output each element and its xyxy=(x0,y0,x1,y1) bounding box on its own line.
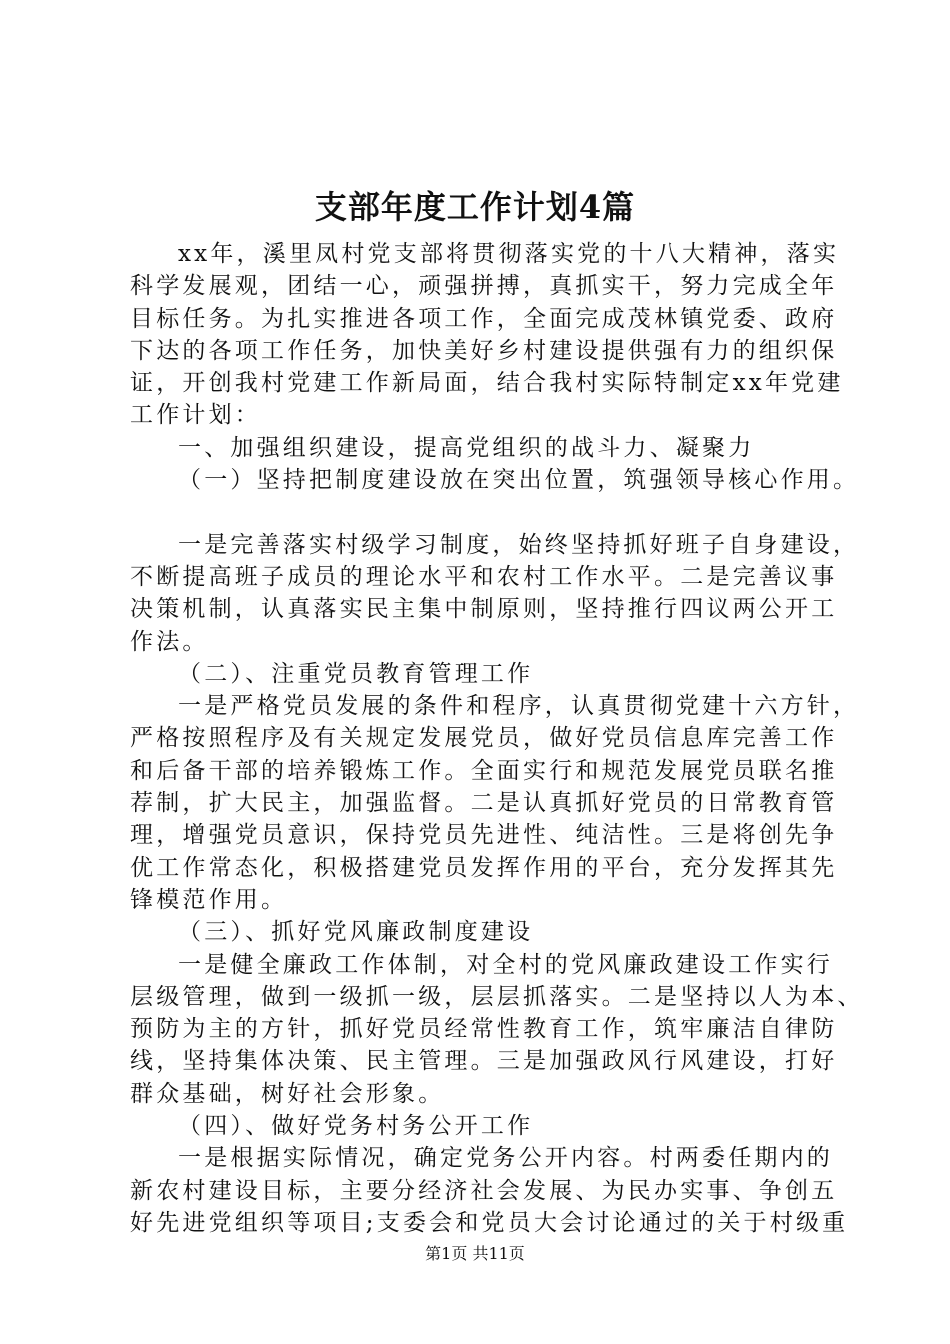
paragraph-line: 严格按照程序及有关规定发展党员，做好党员信息库完善工作 xyxy=(130,725,838,752)
paragraph-line: 一是根据实际情况，确定党务公开内容。村两委任期内的 xyxy=(178,1145,833,1172)
paragraph-line: 荐制，扩大民主，加强监督。二是认真抓好党员的日常教育管 xyxy=(130,790,838,817)
paragraph-line: xx年，溪里凤村党支部将贯彻落实党的十八大精神，落实 xyxy=(178,241,840,267)
paragraph-line: 优工作常态化，积极搭建党员发挥作用的平台，充分发挥其先 xyxy=(130,854,838,881)
paragraph-line: 作法。 xyxy=(130,628,209,655)
paragraph-line: 一是健全廉政工作体制，对全村的党风廉政建设工作实行 xyxy=(178,951,833,978)
paragraph-line: 工作计划： xyxy=(130,402,261,429)
paragraph-line: 锋模范作用。 xyxy=(130,886,288,913)
paragraph-line: 一是完善落实村级学习制度，始终坚持抓好班子自身建设， xyxy=(178,531,860,558)
paragraph-line: 科学发展观，团结一心，顽强拼搏，真抓实干，努力完成全年 xyxy=(130,273,838,300)
paragraph-line: 一是严格党员发展的条件和程序，认真贯彻党建十六方针， xyxy=(178,693,860,720)
paragraph-line: 下达的各项工作任务，加快美好乡村建设提供强有力的组织保 xyxy=(130,337,838,364)
subsection-heading: （二）、注重党员教育管理工作 xyxy=(178,660,534,687)
document-title: 支部年度工作计划4篇 xyxy=(314,188,636,226)
subsection-heading: （一）坚持把制度建设放在突出位置，筑强领导核心作用。 xyxy=(178,467,860,494)
blank-line xyxy=(130,496,835,528)
document-body xyxy=(130,238,864,1239)
paragraph-line: 决策机制，认真落实民主集中制原则，坚持推行四议两公开工 xyxy=(130,596,838,623)
paragraph-line: 不断提高班子成员的理论水平和农村工作水平。二是完善议事 xyxy=(130,563,838,590)
paragraph-line: 预防为主的方针，抓好党员经常性教育工作，筑牢廉洁自律防 xyxy=(130,1016,838,1043)
section-heading: 一、加强组织建设，提高党组织的战斗力、凝聚力 xyxy=(178,434,755,461)
paragraph-line: 层级管理，做到一级抓一级，层层抓落实。二是坚持以人为本、 xyxy=(130,983,864,1010)
subsection-heading: （四）、做好党务村务公开工作 xyxy=(178,1113,534,1140)
page-footer: 第1页 共11页 xyxy=(425,1244,525,1263)
paragraph-line: 和后备干部的培养锻炼工作。全面实行和规范发展党员联名推 xyxy=(130,757,838,784)
subsection-heading: （三）、抓好党风廉政制度建设 xyxy=(178,919,534,946)
paragraph-line: 目标任务。为扎实推进各项工作，全面完成茂林镇党委、政府 xyxy=(130,305,838,332)
paragraph-line: 理，增强党员意识，保持党员先进性、纯洁性。三是将创先争 xyxy=(130,822,838,849)
paragraph-line: 证，开创我村党建工作新局面，结合我村实际特制定xx年党建 xyxy=(130,370,844,397)
paragraph-line: 好先进党组织等项目;支委会和党员大会讨论通过的关于村级重 xyxy=(130,1209,849,1236)
paragraph-line: 线，坚持集体决策、民主管理。三是加强政风行风建设，打好 xyxy=(130,1048,838,1075)
paragraph-line: 新农村建设目标，主要分经济社会发展、为民办实事、争创五 xyxy=(130,1177,838,1204)
paragraph-line: 群众基础，树好社会形象。 xyxy=(130,1080,445,1107)
